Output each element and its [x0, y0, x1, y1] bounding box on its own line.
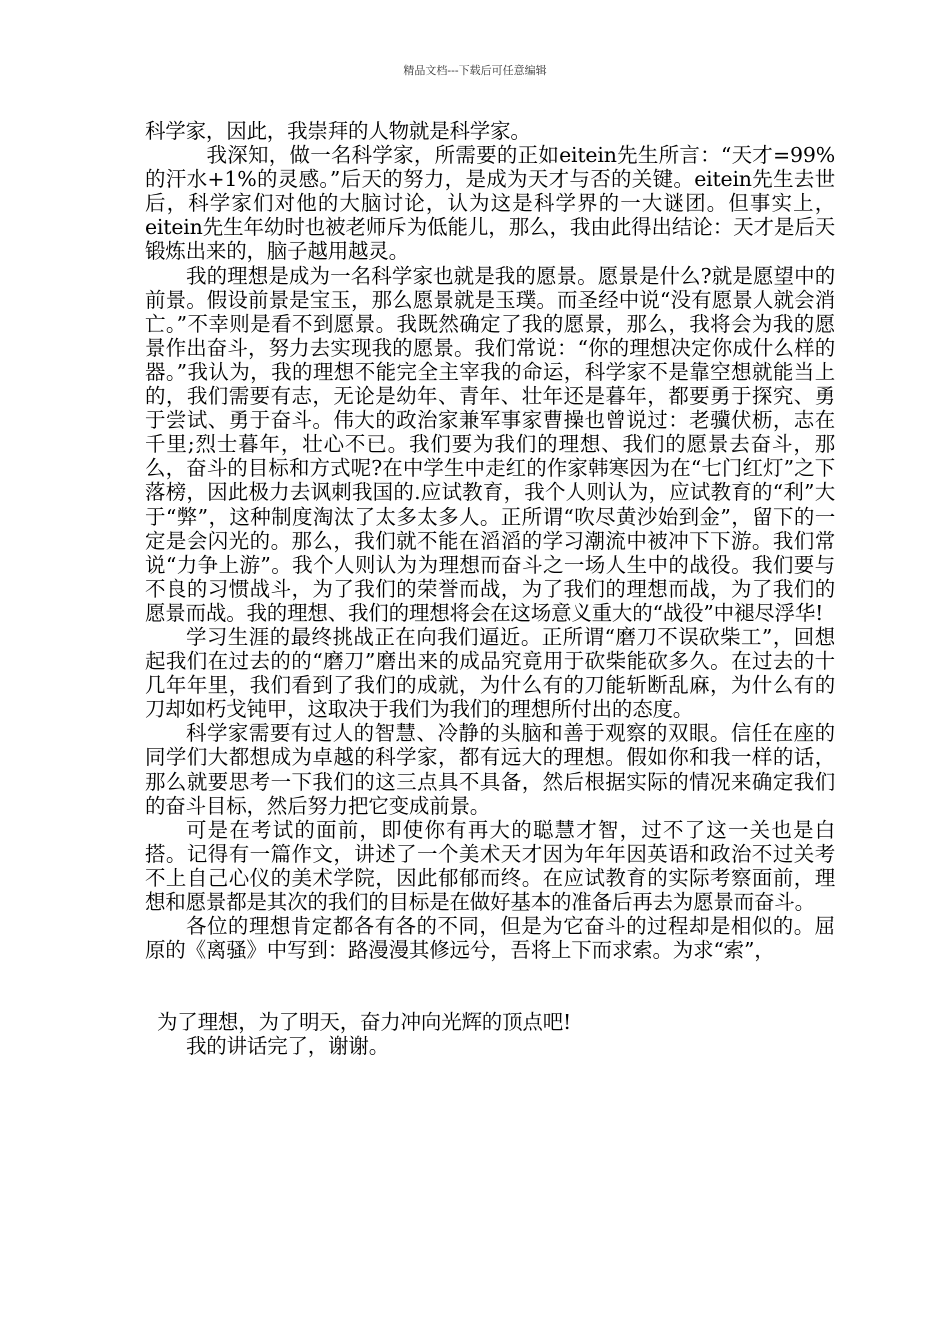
closing-thanks: 我的讲话完了，谢谢。 [186, 1034, 389, 1059]
paragraph-1: 科学家，因此，我崇拜的人物就是科学家。 [145, 119, 531, 143]
paragraph-4: 学习生涯的最终挑战正在向我们逼近。正所谓“磨刀不误砍柴工”，回想起我们在过去的的“磨刀”磨出来的成品究竟用于砍柴能砍多久。在过去的十几年年里，我们看到了我们的成就，为什么有的刀能斩断乱麻，为什么有的刀却如朽戈钝甲，这取决于我们为我们的理想所付出的态度。 [145, 624, 835, 722]
paragraph-2: 我深知，做一名科学家，所需要的正如eitein先生所言：“天才=99%的汗水+1%的灵感。”后天的努力，是成为天才与否的关键。eitein先生去世后，科学家们对他的大脑讨论，认为这是科学界的一大谜团。但事实上，eitein先生年幼时也被老师斥为低能儿，那么，我由此得出结论：天才是后天锻炼出来的，脑子越用越灵。 [145, 143, 835, 264]
paragraph-7: 各位的理想肯定都各有各的不同，但是为它奋斗的过程却是相似的。屈原的《离骚》中写到：路漫漫其修远兮，吾将上下而求索。为求“索”， [145, 914, 835, 963]
document-body [145, 119, 835, 1058]
page-header: 精品文档---下载后可任意编辑 [403, 64, 547, 77]
blank-line [145, 962, 835, 1010]
closing-line: 为了理想，为了明天，奋力冲向光辉的顶点吧! [157, 1010, 572, 1035]
paragraph-5: 科学家需要有过人的智慧、冷静的头脑和善于观察的双眼。信任在座的同学们大都想成为卓越的科学家，都有远大的理想。假如你和我一样的话，那么就要思考一下我们的这三点具不具备，然后根据实际的情况来确定我们的奋斗目标，然后努力把它变成前景。 [145, 721, 835, 818]
paragraph-3: 我的理想是成为一名科学家也就是我的愿景。愿景是什么?就是愿望中的前景。假设前景是宝玉，那么愿景就是玉璞。而圣经中说“没有愿景人就会消亡。”不幸则是看不到愿景。我既然确定了我的愿景，那么，我将会为我的愿景作出奋斗，努力去实现我的愿景。我们常说：“你的理想决定你成什么样的器。”我认为，我的理想不能完全主宰我的命运，科学家不是靠空想就能当上的，我们需要有志，无论是幼年、青年、壮年还是暮年，都要勇于探究、勇于尝试、勇于奋斗。伟大的政治家兼军事家曹操也曾说过：老骥伏枥，志在千里;烈士暮年，壮心不已。我们要为我们的理想、我们的愿景去奋斗，那么，奋斗的目标和方式呢?在中学生中走红的作家韩寒因为在“七门红灯”之下落榜，因此极力去讽刺我国的.应试教育，我个人则认为，应试教育的“利”大于“弊”，这种制度淘汰了太多太多人。正所谓“吹尽黄沙始到金”，留下的一定是会闪光的。那么，我们就不能在滔滔的学习潮流中被冲下下游。我们常说“力争上游”。我个人则认为为理想而奋斗之一场人生中的战役。我们要与不良的习惯战斗，为了我们的荣誉而战，为了我们的理想而战，为了我们的愿景而战。我的理想、我们的理想将会在这场意义重大的“战役”中褪尽浮华! [145, 263, 835, 625]
paragraph-6: 可是在考试的面前，即使你有再大的聪慧才智，过不了这一关也是白搭。记得有一篇作文，讲述了一个美术天才因为年年因英语和政治不过关考不上自己心仪的美术学院，因此郁郁而终。在应试教育的实际考察面前，理想和愿景都是其次的我们的目标是在做好基本的准备后再去为愿景而奋斗。 [145, 817, 835, 914]
